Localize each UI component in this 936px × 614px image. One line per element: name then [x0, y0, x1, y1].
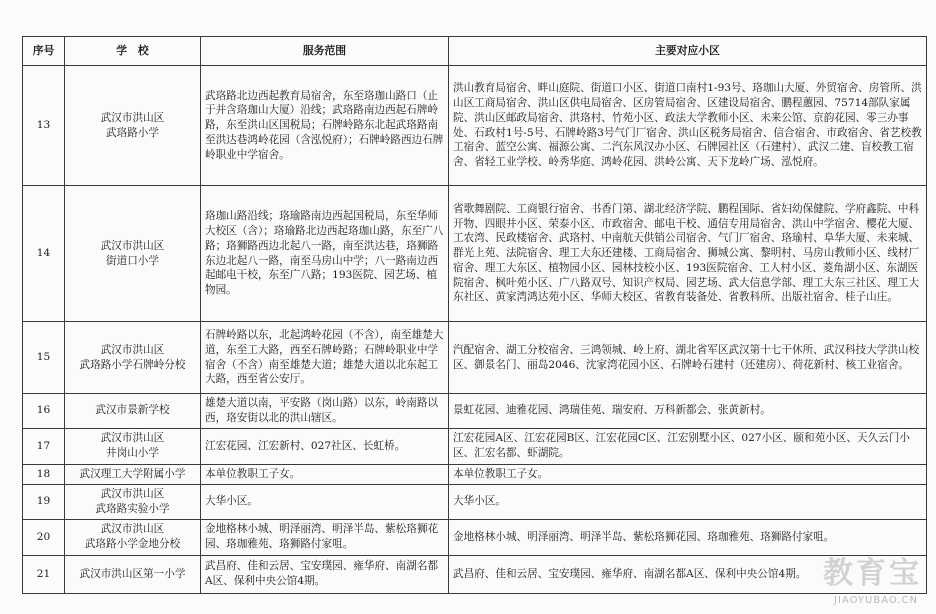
school-name: [65, 484, 201, 519]
service-scope: 石牌岭路以东，北起鸿岭花园（不含），南至雄楚大道，东至工大路，西至石牌岭路；石牌岭职业中学宿舍（不含）南至雄楚大道；雄楚大道以北东起工大路，西至省公安厅。: [201, 322, 449, 394]
table-body: [23, 66, 927, 594]
school-name-line: 武珞路小学: [106, 126, 159, 139]
service-scope: 金地格林小城、明泽丽湾、明泽半岛、紫松珞狮花园、珞珈雅苑、珞狮路付家咀。: [201, 519, 449, 555]
table-row: [23, 322, 927, 394]
school-name-line: 武汉市洪山区第一小学: [79, 567, 186, 580]
row-number: 14: [23, 186, 65, 322]
school-name: [65, 66, 201, 186]
school-name-line: 武汉理工大学附属小学: [79, 467, 186, 480]
row-number: 17: [23, 428, 65, 464]
table-row: [23, 555, 927, 593]
school-name: [65, 322, 201, 394]
row-number: 16: [23, 394, 65, 429]
admissions-table: [22, 36, 927, 594]
school-name-line: 武汉市洪山区: [100, 111, 165, 124]
table-row: [23, 394, 927, 429]
service-scope: 武昌府、佳和云居、宝安璞园、雍华府、南湖名都A区、保利中央公馆4期。: [201, 555, 449, 593]
row-number: 21: [23, 555, 65, 593]
service-scope: 江宏花园、江宏新村、027社区、长虹桥。: [201, 428, 449, 464]
community-list: 江宏花园A区、江宏花园B区、江宏花园C区、江宏别墅小区、027小区、颐和苑小区、天久云门小区、汇宏名都、虾湖院。: [449, 428, 927, 464]
school-name: [65, 555, 201, 593]
header-school: 学 校: [65, 37, 201, 66]
school-name-line: 武珞路实验小学: [95, 502, 170, 515]
school-name-line: 井岗山小学: [106, 447, 159, 460]
service-scope: 武珞路北边西起教育局宿舍，东至珞珈山路口（止于并含珞珈山大厦）沿线；武珞路南边西起石牌岭路，东至洪山区国税局；石牌岭路东北起武珞路南至洪达巷鸿岭花园（含泓悦府）；石牌岭路西边石牌岭职业中学宿舍。: [201, 66, 449, 186]
school-name-line: 武珞路小学石牌岭分校: [79, 358, 186, 371]
school-name-line: 武汉市洪山区: [100, 432, 165, 445]
service-scope: 珞珈山路沿线；珞瑜路南边西起国税局，东至华师大校区（含）；珞瑜路北边西起珞珈山路，东至广八路；珞狮路西边北起八一路，南至洪达巷，珞狮路东边北起八一路，南至马房山中学；八一路南边西起邮电干校，东至广八路；193医院、园艺场、植物园。: [201, 186, 449, 322]
table-row: [23, 66, 927, 186]
community-list: 洪山教育局宿舍、畔山庭院、街道口小区、街道口南村1-93号、珞珈山大厦、外贸宿舍、房管所、洪山区工商局宿舍、洪山区供电局宿舍、区房管局宿舍、区建设局宿舍、鹏程蕙园、75714部队家属院、洪山区邮政局宿舍、洪珞村、竹苑小区、政法大学教师小区、未来公馆、京韵花园、零三办事处、石政村1号-5号、石牌岭路3号气门厂宿舍、洪山区税务局宿舍、信合宿舍、市政宿舍、省艺校教工宿舍、蓝空公寓、福源公寓、二汽东风汉办小区、石牌园社区（石建村）、武汉二建、盲校教工宿舍、省轻工业学校、岭秀华庭、鸿岭花园、洪岭公寓、天下龙岭广场、泓悦府。: [449, 66, 927, 186]
table-row: [23, 519, 927, 555]
service-scope: 大华小区。: [201, 484, 449, 519]
community-list: 大华小区。: [449, 484, 927, 519]
community-list: 省歌舞剧院、工商银行宿舍、书香门第、湖北经济学院、鹏程国际、省妇幼保健院、学府鑫院、中科开物、四眼井小区、荣泰小区、市政宿舍、邮电干校、通信专用局宿舍、洪山中学宿舍、樱花大厦、工农湾、民政楼宿舍、武珞村、中南航天供销公司宿舍、气门厂宿舍、珞瑜村、阜华大厦、未来城、群光上苑、法院宿舍、理工大东还建楼、工商局宿舍、狮城公寓、黎明村、马房山教师小区、线材厂宿舍、理工大东区、植物园小区、园林技校小区、193医院宿舍、工人村小区、菱角湖小区、东湖医院宿舍、枫叶苑小区、广八路双号、知识产权局、园艺场、武大信息学部、理工大东三社区、理工大东社区、黄家湾鸿达苑小区、华师大校区、省教育装备处、省教科所、出版社宿舍、桂子山庄。: [449, 186, 927, 322]
school-name: [65, 186, 201, 322]
row-number: 18: [23, 464, 65, 484]
school-name: [65, 428, 201, 464]
school-name: [65, 519, 201, 555]
school-name: [65, 464, 201, 484]
school-name-line: 武汉市洪山区: [100, 239, 165, 252]
header-scope: 服务范围: [201, 37, 449, 66]
school-name-line: 武汉市景新学校: [95, 404, 170, 417]
watermark-logo: 教育宝: [823, 556, 922, 591]
watermark-url: JIAOYUBAO.CN: [834, 595, 918, 606]
school-name-line: 武珞路小学金地分校: [84, 538, 181, 551]
row-number: 19: [23, 484, 65, 519]
row-number: 13: [23, 66, 65, 186]
header-no: 序号: [23, 37, 65, 66]
row-number: 15: [23, 322, 65, 394]
community-list: 武昌府、佳和云居、宝安璞园、雍华府、南湖名都A区、保利中央公馆4期。: [449, 555, 927, 593]
table-row: [23, 484, 927, 519]
school-name: [65, 394, 201, 429]
community-list: 本单位教职工子女。: [449, 464, 927, 484]
table-row: [23, 464, 927, 484]
header-row: [23, 37, 927, 66]
service-scope: 雄楚大道以南，平安路（岗山路）以东，岭南路以西，珞安街以北的洪山辖区。: [201, 394, 449, 429]
community-list: 汽配宿舍、湖工分校宿舍、三鸿领城、岭上府、湖北省军区武汉第十七干休所、武汉科技大学洪山校区、御景名门、丽岛2046、沈家湾花园小区、石牌岭石建村（还建房）、荷花新村、核工业宿舍。: [449, 322, 927, 394]
header-communities: 主要对应小区: [449, 37, 927, 66]
row-number: 20: [23, 519, 65, 555]
school-name-line: 武汉市洪山区: [100, 487, 165, 500]
community-list: 景虹花园、迪雅花园、鸿瑞佳苑、瑞安府、万科新都会、张黄新村。: [449, 394, 927, 429]
table-row: [23, 186, 927, 322]
school-name-line: 武汉市洪山区: [100, 343, 165, 356]
service-scope: 本单位教职工子女。: [201, 464, 449, 484]
school-name-line: 武汉市洪山区: [100, 523, 165, 536]
school-name-line: 街道口小学: [106, 254, 159, 267]
community-list: 金地格林小城、明泽丽湾、明泽半岛、紫松珞狮花园、珞珈雅苑、珞狮路付家咀。: [449, 519, 927, 555]
table-row: [23, 428, 927, 464]
